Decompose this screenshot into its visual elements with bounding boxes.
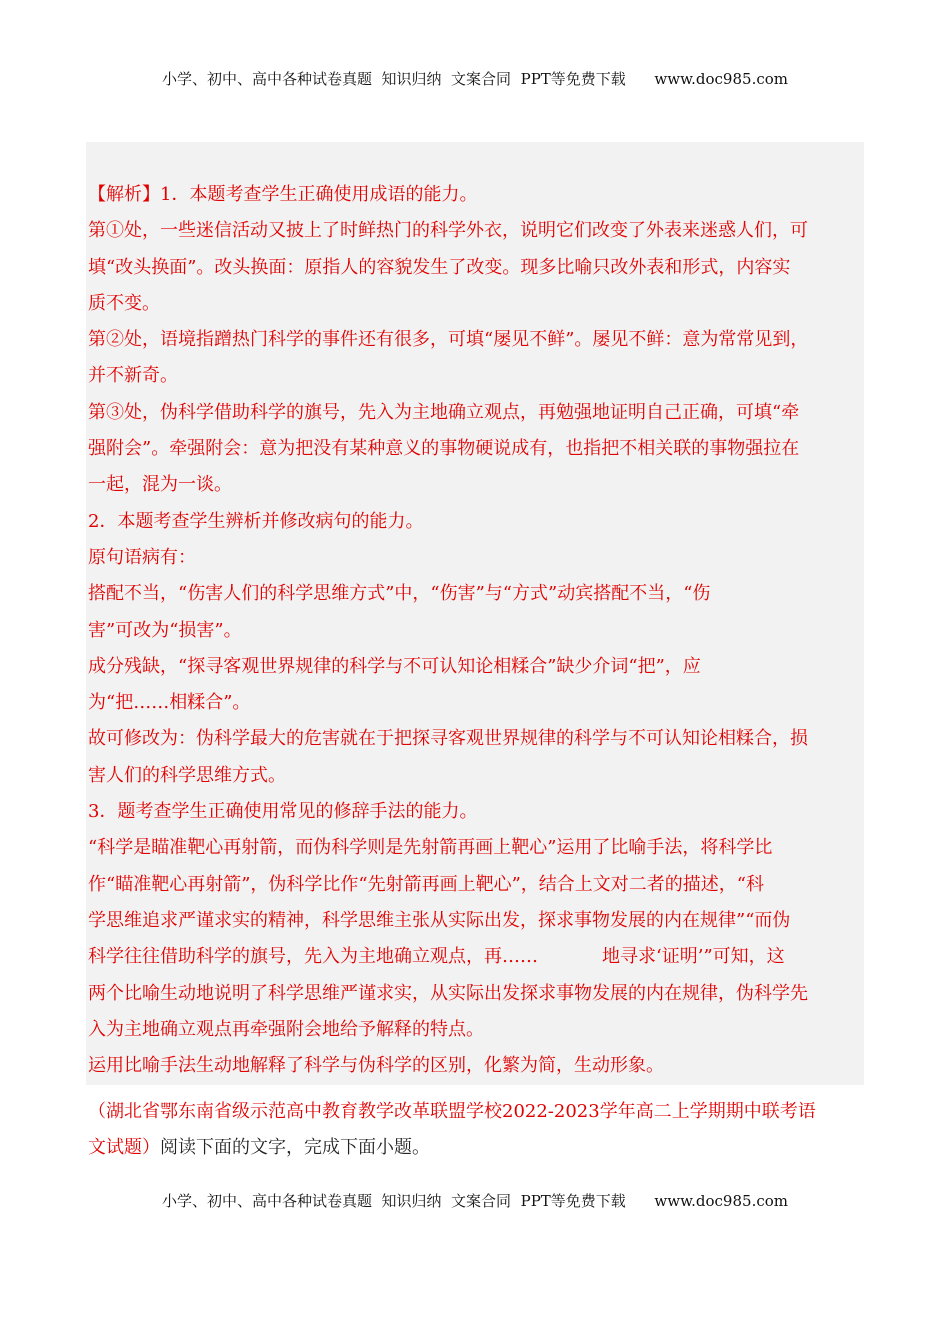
page-header: 小学、初中、高中各种试卷真题 知识归纳 文案合同 PPT等免费下载 www.doc985.com <box>161 70 788 88</box>
analysis-line: 【解析】1．本题考查学生正确使用成语的能力。 <box>88 184 478 205</box>
analysis-line: 故可修改为：伪科学最大的危害就在于把探寻客观世界规律的科学与不可认知论相糅合，损 <box>88 728 808 750</box>
analysis-line: 3．题考查学生正确使用常见的修辞手法的能力。 <box>88 801 478 823</box>
source-line-1: （湖北省鄂东南省级示范高中教育教学改革联盟学校2022-2023学年高二上学期期中联考语 <box>88 1101 816 1122</box>
analysis-line: 为“把……相糅合”。 <box>88 692 251 714</box>
analysis-lines <box>86 177 864 939</box>
analysis-line: 2．本题考查学生辨析并修改病句的能力。 <box>88 510 424 532</box>
analysis-line: 第①处，一些迷信活动又披上了时鲜热门的科学外衣，说明它们改变了外表来迷惑人们，可 <box>88 220 808 242</box>
analysis-line: 成分残缺，“探寻客观世界规律的科学与不可认知论相糅合”缺少介词“把”，应 <box>88 655 701 677</box>
analysis-line: 入为主地确立观点再牵强附会地给予解释的特点。 <box>88 1018 484 1040</box>
analysis-line: 害人们的科学思维方式。 <box>88 764 286 786</box>
instruction-text: 阅读下面的文字，完成下面小题。 <box>160 1137 430 1159</box>
analysis-line: 运用比喻手法生动地解释了科学与伪科学的区别，化繁为简，生动形象。 <box>88 1055 664 1077</box>
analysis-lines-2 <box>86 976 864 1085</box>
analysis-line-gap: 科学往往借助科学的旗号，先入为主地确立观点，再…… 地寻求‘证明’”可知，这 <box>88 946 785 968</box>
analysis-block <box>86 142 864 1085</box>
analysis-line: 一起，混为一谈。 <box>88 474 232 496</box>
source-line-2: 文试题）阅读下面的文字，完成下面小题。 <box>88 1137 430 1159</box>
analysis-line: 填“改头换面”。改头换面：原指人的容貌发生了改变。现多比喻只改外表和形式，内容实 <box>88 256 791 278</box>
analysis-line: 并不新奇。 <box>88 365 178 387</box>
page-footer: 小学、初中、高中各种试卷真题 知识归纳 文案合同 PPT等免费下载 www.doc985.com <box>161 1192 788 1210</box>
analysis-line: “科学是瞄准靶心再射箭，而伪科学则是先射箭再画上靶心”运用了比喻手法，将科学比 <box>88 837 773 859</box>
analysis-line: 作“瞄准靶心再射箭”，伪科学比作“先射箭再画上靶心”，结合上文对二者的描述，“科 <box>88 873 765 895</box>
analysis-line: 两个比喻生动地说明了科学思维严谨求实，从实际出发探求事物发展的内在规律，伪科学先 <box>88 982 808 1004</box>
analysis-line: 原句语病有： <box>88 546 196 568</box>
analysis-line: 强附会”。牵强附会：意为把没有某种意义的事物硬说成有，也指把不相关联的事物强拉在 <box>88 438 800 460</box>
analysis-line: 质不变。 <box>88 292 160 314</box>
analysis-line: 害”可改为“损害”。 <box>88 619 242 641</box>
analysis-line: 搭配不当，“伤害人们的科学思维方式”中，“伤害”与“方式”动宾搭配不当，“伤 <box>88 583 711 605</box>
analysis-line: 第③处，伪科学借助科学的旗号，先入为主地确立观点，再勉强地证明自己正确，可填“牵 <box>88 401 800 423</box>
analysis-line: 学思维追求严谨求实的精神，科学思维主张从实际出发，探求事物发展的内在规律”“而伪 <box>88 909 791 931</box>
question-source <box>86 1094 866 1167</box>
analysis-line: 第②处，语境指蹭热门科学的事件还有很多，可填“屡见不鲜”。屡见不鲜：意为常常见到， <box>88 329 809 351</box>
